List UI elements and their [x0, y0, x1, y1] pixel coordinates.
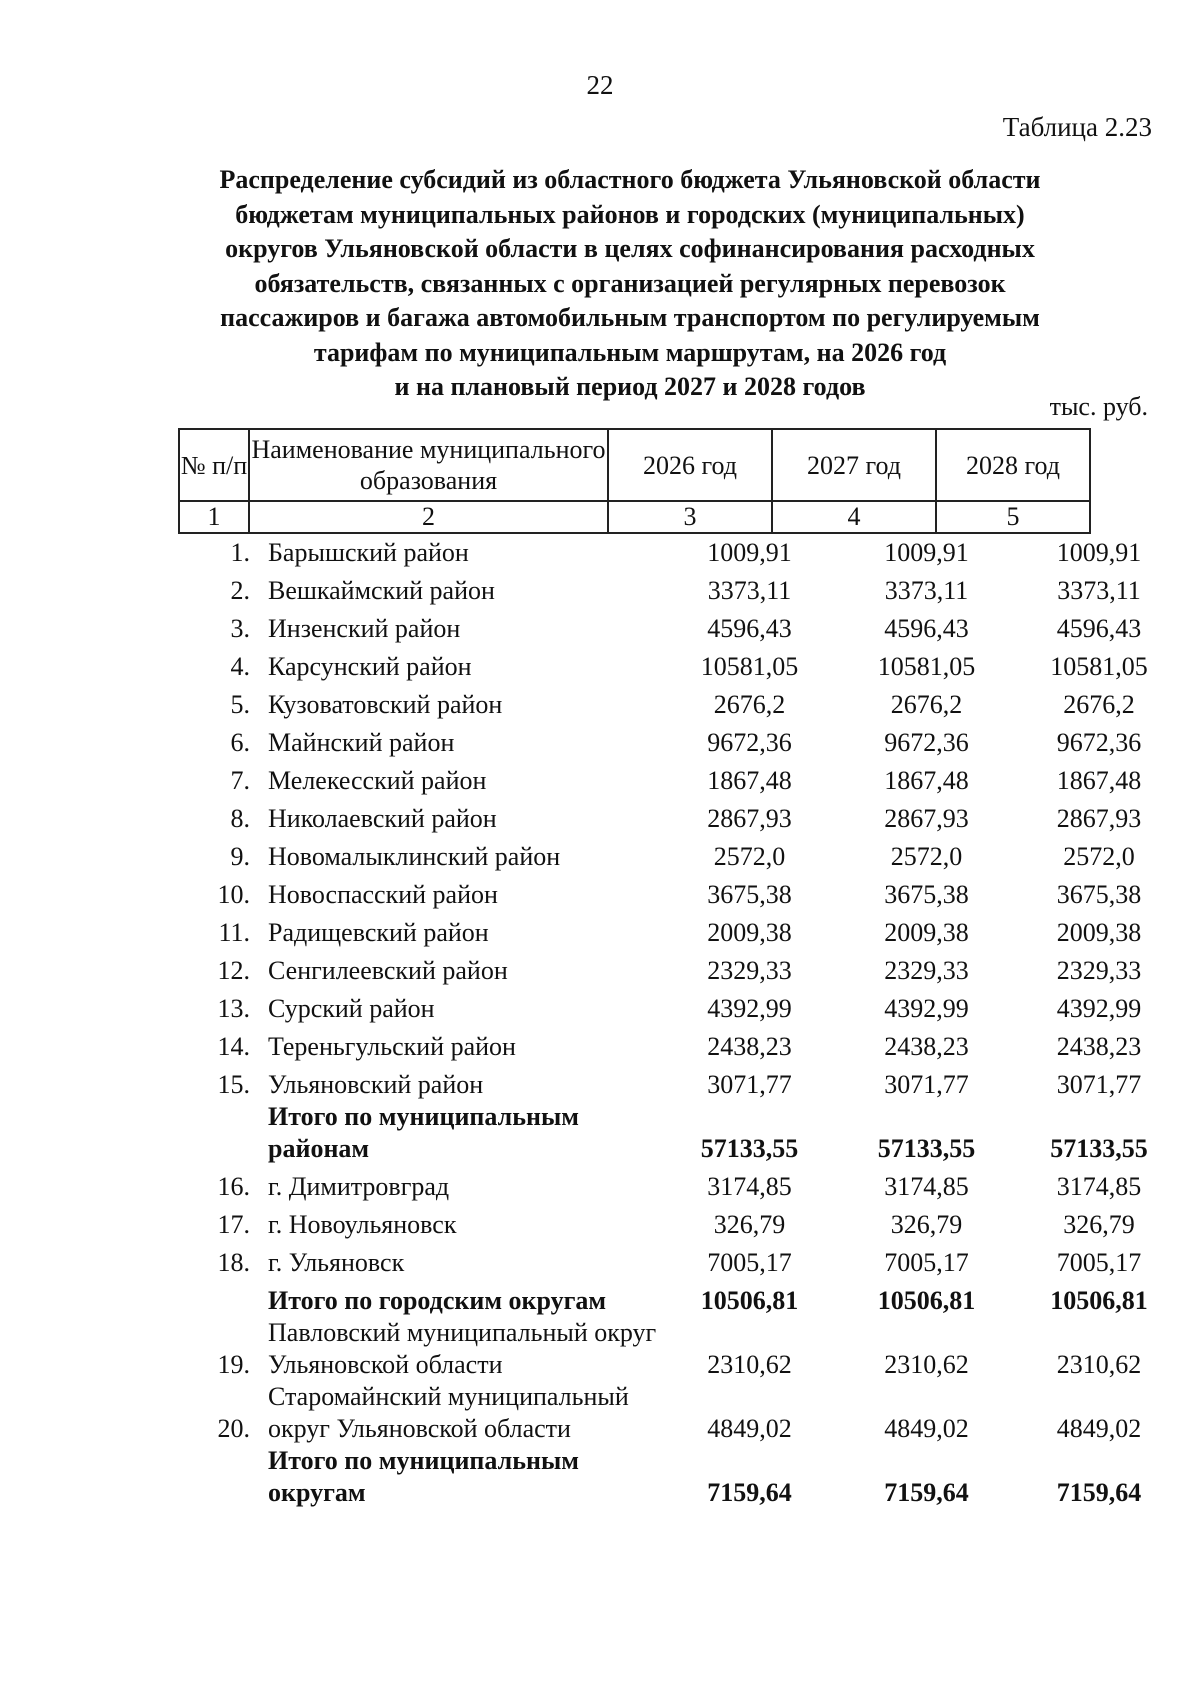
row-value-2027: 3373,11	[884, 576, 969, 605]
row-value-2026: 3675,38	[707, 880, 792, 909]
row-value-2026: 10581,05	[700, 652, 799, 681]
row-value-2026: 3071,77	[707, 1070, 792, 1099]
table-row	[178, 1317, 1183, 1381]
table-rows	[178, 531, 1183, 1509]
table-row	[178, 1063, 1183, 1101]
table-row	[178, 873, 1183, 911]
row-name: Вешкаймский район	[268, 576, 495, 605]
row-value-2028: 4392,99	[1056, 994, 1142, 1023]
row-value-2028: 3071,77	[1056, 1070, 1142, 1099]
page-number: 22	[586, 70, 614, 100]
table-row	[178, 911, 1183, 949]
row-value-2027: 2310,62	[884, 1350, 969, 1379]
row-number: 2.	[230, 576, 250, 605]
header-index-2: 2	[249, 501, 608, 533]
row-name: Николаевский район	[268, 804, 497, 833]
row-value-2026: 9672,36	[707, 728, 792, 757]
row-value-2026: 2438,23	[707, 1032, 792, 1061]
row-value-2028: 1009,91	[1056, 538, 1142, 567]
row-name: Барышский район	[268, 538, 469, 567]
row-value-2027: 1009,91	[884, 538, 969, 567]
table-row	[178, 1165, 1183, 1203]
table-total-row	[178, 1101, 1183, 1165]
row-number	[178, 1445, 252, 1509]
row-value-2027: 10581,05	[877, 652, 976, 681]
row-value-2028: 2438,23	[1056, 1032, 1142, 1061]
row-value-2028: 57133,55	[1050, 1134, 1148, 1163]
row-name: Тереньгульский район	[268, 1032, 516, 1061]
row-name: Новомалыклинский район	[268, 842, 561, 871]
row-name: Итого по городским округам	[268, 1286, 607, 1315]
table-total-row	[178, 1279, 1183, 1317]
row-value-2027: 3071,77	[884, 1070, 969, 1099]
row-value-2027: 7159,64	[884, 1478, 969, 1507]
row-value-2027: 4596,43	[884, 614, 969, 643]
row-value-2026: 326,79	[713, 1210, 786, 1239]
row-name: Сенгилеевский район	[268, 956, 508, 985]
row-value-2028: 10581,05	[1050, 652, 1148, 681]
row-value-2028: 10506,81	[1050, 1286, 1148, 1315]
row-value-2026: 2867,93	[707, 804, 792, 833]
row-number: 18.	[217, 1248, 250, 1277]
row-number: 12.	[217, 956, 250, 985]
table-row	[178, 683, 1183, 721]
title-line: тарифам по муниципальным маршрутам, на 2026 год	[313, 337, 947, 367]
row-number: 6.	[230, 728, 250, 757]
row-value-2026: 2329,33	[707, 956, 792, 985]
row-value-2028: 3174,85	[1056, 1172, 1142, 1201]
row-number: 20.	[217, 1414, 250, 1443]
table-row	[178, 759, 1183, 797]
header-cell-number: № п/п	[179, 429, 249, 501]
row-value-2026: 7159,64	[707, 1478, 792, 1507]
title-line: Распределение субсидий из областного бюджета Ульяновской области	[219, 165, 1041, 194]
table-row	[178, 797, 1183, 835]
title-line: обязательств, связанных с организацией регулярных перевозок	[254, 268, 1006, 298]
row-value-2027: 3174,85	[884, 1172, 969, 1201]
table-row	[178, 949, 1183, 987]
table-row	[178, 607, 1183, 645]
row-name: Старомайнский муниципальный округ Ульяновской области	[268, 1382, 629, 1443]
row-value-2027: 2438,23	[884, 1032, 969, 1061]
row-value-2028: 7159,64	[1056, 1478, 1142, 1507]
header-index-3: 3	[608, 501, 772, 533]
document-title	[200, 163, 1060, 405]
row-value-2026: 4596,43	[707, 614, 792, 643]
row-value-2028: 326,79	[1063, 1210, 1135, 1239]
row-name: г. Новоульяновск	[268, 1210, 457, 1239]
row-name: Новоспасский район	[268, 880, 498, 909]
row-number: 16.	[217, 1172, 250, 1201]
row-value-2026: 2572,0	[713, 842, 786, 871]
row-value-2027: 7005,17	[884, 1248, 969, 1277]
row-value-2027: 4849,02	[884, 1414, 969, 1443]
row-value-2026: 1009,91	[707, 538, 792, 567]
row-value-2026: 3174,85	[707, 1172, 792, 1201]
row-value-2026: 2676,2	[713, 690, 786, 719]
row-number: 11.	[218, 918, 250, 947]
table-row	[178, 1025, 1183, 1063]
row-number: 1.	[230, 538, 250, 567]
table-row	[178, 531, 1183, 569]
title-line: бюджетам муниципальных районов и городских (муниципальных)	[235, 199, 1025, 229]
row-name: г. Димитровград	[268, 1172, 450, 1201]
row-name: Инзенский район	[268, 614, 461, 643]
row-value-2027: 2009,38	[884, 918, 969, 947]
table-row	[178, 721, 1183, 759]
row-number: 19.	[217, 1350, 250, 1379]
row-value-2026: 7005,17	[707, 1248, 792, 1277]
table-header	[178, 428, 1091, 534]
row-name: Майнский район	[268, 728, 455, 757]
header-index-4: 4	[772, 501, 936, 533]
table-row	[178, 1203, 1183, 1241]
row-value-2026: 2310,62	[707, 1350, 792, 1379]
header-cell-name: Наименование муниципального образования	[249, 429, 608, 501]
row-name: Кузоватовский район	[268, 690, 503, 719]
row-number	[178, 1101, 252, 1165]
row-number: 4.	[230, 652, 250, 681]
row-number: 7.	[230, 766, 250, 795]
row-number: 14.	[217, 1032, 250, 1061]
row-name: г. Ульяновск	[268, 1248, 405, 1277]
row-name: Сурский район	[268, 994, 435, 1023]
row-value-2028: 2572,0	[1063, 842, 1135, 871]
header-cell-2028: 2028 год	[936, 429, 1090, 501]
table-total-row	[178, 1445, 1183, 1509]
row-value-2028: 3373,11	[1057, 576, 1141, 605]
row-name: Павловский муниципальный округ Ульяновской области	[268, 1318, 657, 1379]
row-value-2028: 2676,2	[1063, 690, 1135, 719]
row-value-2026: 2009,38	[707, 918, 792, 947]
title-line: и на плановый период 2027 и 2028 годов	[394, 372, 866, 401]
table-row	[178, 1381, 1183, 1445]
row-value-2027: 3675,38	[884, 880, 969, 909]
row-value-2028: 1867,48	[1056, 766, 1142, 795]
row-value-2027: 2329,33	[884, 956, 969, 985]
row-value-2028: 3675,38	[1056, 880, 1142, 909]
table-row	[178, 835, 1183, 873]
row-value-2027: 9672,36	[884, 728, 969, 757]
row-value-2028: 4596,43	[1056, 614, 1142, 643]
row-value-2026: 4392,99	[707, 994, 792, 1023]
row-number: 8.	[230, 804, 250, 833]
row-value-2027: 2867,93	[884, 804, 969, 833]
header-cell-2026: 2026 год	[608, 429, 772, 501]
row-value-2026: 10506,81	[700, 1286, 799, 1315]
row-value-2027: 57133,55	[877, 1134, 976, 1163]
table-row	[178, 987, 1183, 1025]
row-name: Итого по муниципальным районам	[268, 1102, 579, 1163]
row-name: Мелекесский район	[268, 766, 487, 795]
table-label: Таблица 2.23	[1002, 112, 1152, 142]
row-number: 13.	[217, 994, 250, 1023]
title-line: округов Ульяновской области в целях софинансирования расходных	[225, 234, 1035, 263]
table-body	[178, 531, 1183, 1509]
row-value-2027: 10506,81	[877, 1286, 976, 1315]
header-index-1: 1	[179, 501, 249, 533]
row-value-2028: 2329,33	[1056, 956, 1142, 985]
row-value-2026: 3373,11	[707, 576, 792, 605]
table-row	[178, 1241, 1183, 1279]
row-value-2027: 4392,99	[884, 994, 969, 1023]
row-value-2028: 2009,38	[1056, 918, 1142, 947]
row-value-2027: 2676,2	[890, 690, 963, 719]
row-number: 10.	[217, 880, 250, 909]
row-value-2026: 57133,55	[700, 1134, 799, 1163]
row-value-2026: 1867,48	[707, 766, 792, 795]
row-value-2028: 9672,36	[1056, 728, 1142, 757]
row-value-2028: 7005,17	[1056, 1248, 1142, 1277]
row-number: 15.	[217, 1070, 250, 1099]
row-name: Ульяновский район	[268, 1070, 484, 1099]
row-number: 17.	[217, 1210, 250, 1239]
row-name: Карсунский район	[268, 652, 472, 681]
table-row	[178, 569, 1183, 607]
row-number: 3.	[230, 614, 250, 643]
row-value-2026: 4849,02	[707, 1414, 792, 1443]
row-value-2028: 4849,02	[1056, 1414, 1142, 1443]
header-index-5: 5	[936, 501, 1090, 533]
row-value-2027: 326,79	[890, 1210, 963, 1239]
units-label: тыс. руб.	[1049, 392, 1148, 421]
row-name: Радищевский район	[268, 918, 489, 947]
row-value-2027: 2572,0	[890, 842, 963, 871]
row-name: Итого по муниципальным округам	[268, 1446, 579, 1507]
row-number: 9.	[230, 842, 250, 871]
title-line: пассажиров и багажа автомобильным транспортом по регулируемым	[220, 303, 1040, 332]
table-row	[178, 645, 1183, 683]
row-value-2028: 2867,93	[1056, 804, 1142, 833]
header-cell-2027: 2027 год	[772, 429, 936, 501]
row-value-2027: 1867,48	[884, 766, 969, 795]
row-number: 5.	[230, 690, 250, 719]
row-number	[178, 1279, 252, 1317]
row-value-2028: 2310,62	[1056, 1350, 1142, 1379]
